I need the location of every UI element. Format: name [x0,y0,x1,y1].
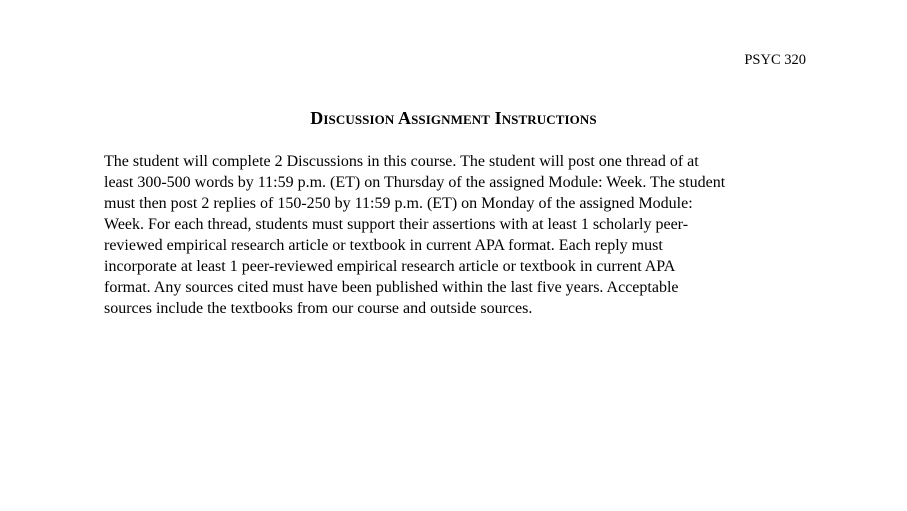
paragraph-line: must then post 2 replies of 150-250 by 11:59 p.m. (ET) on Monday of the assigned Module: [104,195,693,212]
paragraph-line: sources include the textbooks from our course and outside sources. [104,300,533,317]
paragraph-line: format. Any sources cited must have been published within the last five years. Acceptable [104,279,679,296]
paragraph-line: least 300-500 words by 11:59 p.m. (ET) on Thursday of the assigned Module: Week. The student [104,174,726,191]
course-code: PSYC 320 [744,52,806,68]
paragraph-line: The student will complete 2 Discussions in this course. The student will post one thread of at [104,153,699,170]
instructions-paragraph [104,151,816,319]
document-title: Discussion Assignment Instructions [310,108,597,128]
paragraph-line: incorporate at least 1 peer-reviewed empirical research article or textbook in current APA [104,258,676,275]
paragraph-line: reviewed empirical research article or textbook in current APA format. Each reply must [104,237,663,254]
paragraph-line: Week. For each thread, students must support their assertions with at least 1 scholarly peer- [104,216,689,233]
